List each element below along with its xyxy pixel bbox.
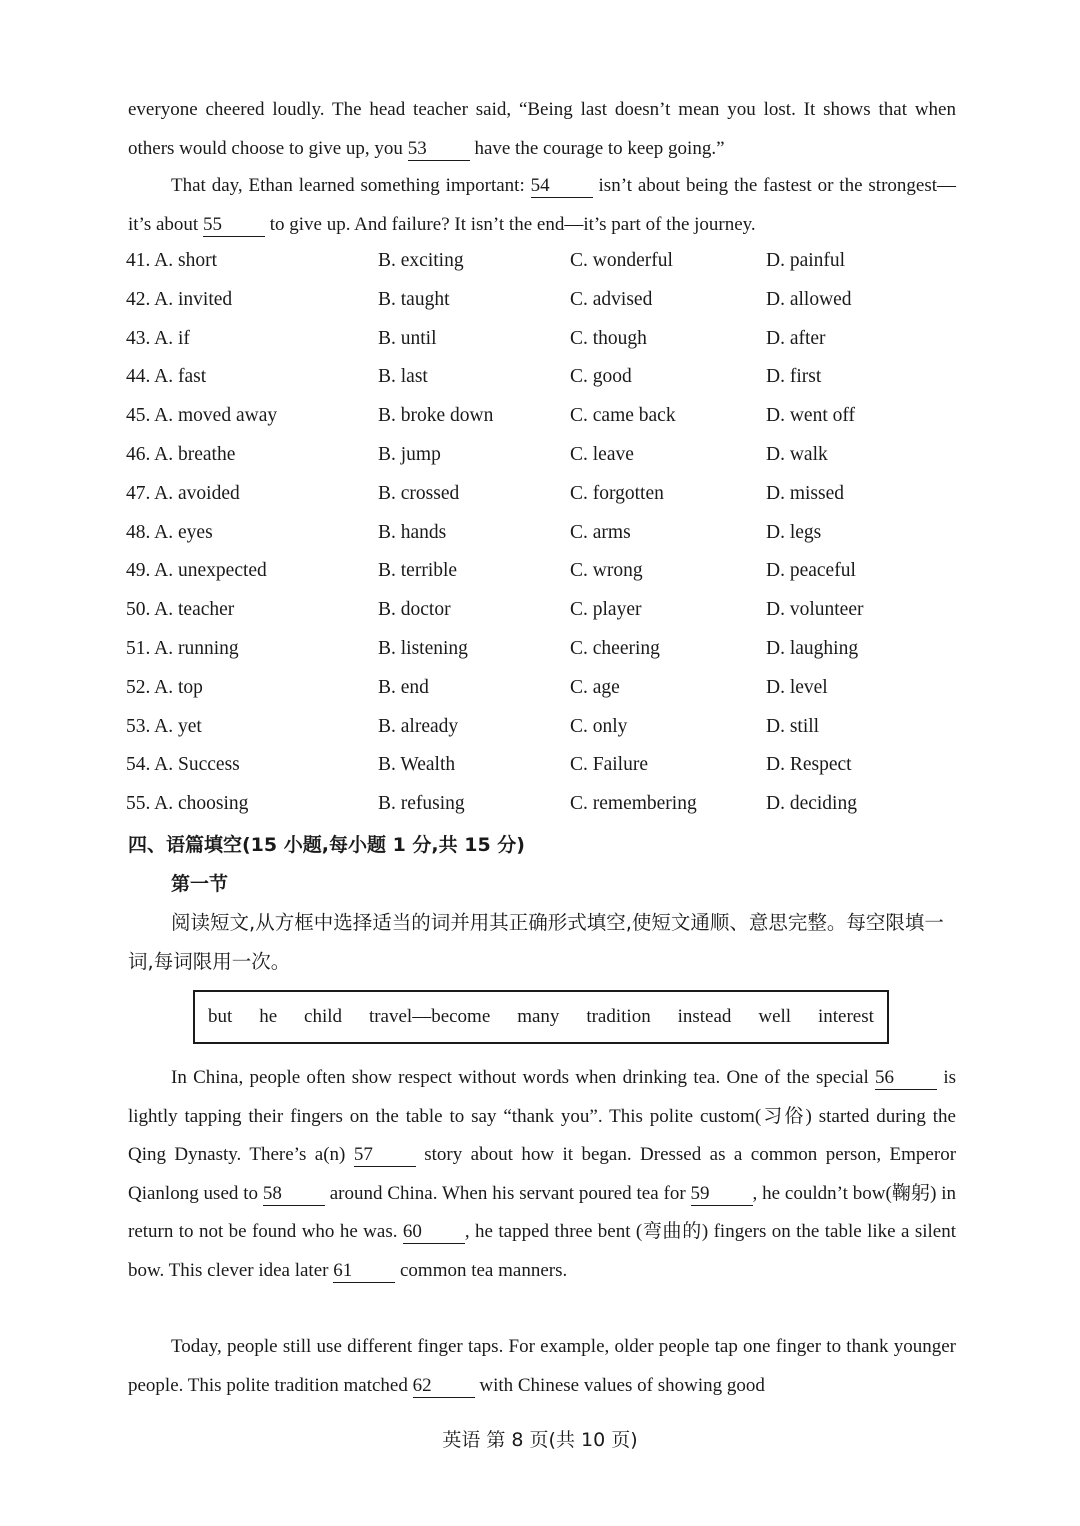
option-b: B. last — [378, 366, 428, 388]
option-c: C. arms — [570, 521, 631, 543]
option-d: D. level — [766, 676, 828, 698]
passage-text: have the courage to keep going.” — [474, 137, 725, 159]
option-c: C. cheering — [570, 637, 660, 659]
option-row — [126, 436, 956, 475]
word-box-item: child — [304, 1006, 343, 1027]
passage-text: Today, people still use different finger taps. For example, older people tap one finger to thank younger people. This polite tradition matched — [128, 1336, 956, 1396]
word-box-item: travel—become — [368, 1006, 491, 1027]
option-a: 55. A. choosing — [126, 793, 249, 815]
section-instruction: 阅读短文,从方框中选择适当的词并用其正确形式填空,使短文通顺、意思完整。每空限填一词,每词限用一次。 — [128, 911, 944, 973]
option-b: B. doctor — [378, 599, 451, 621]
option-row — [126, 320, 956, 359]
option-row — [126, 669, 956, 708]
option-a: 49. A. unexpected — [126, 560, 267, 582]
option-row — [126, 358, 956, 397]
option-c: C. leave — [570, 443, 634, 465]
word-box-item: tradition — [586, 1006, 651, 1027]
option-d: D. first — [766, 366, 822, 388]
blank-58: 58 — [263, 1183, 325, 1206]
section-title: 四、语篇填空(15 小题,每小题 1 分,共 15 分) — [128, 834, 525, 856]
blank-60: 60 — [403, 1221, 465, 1244]
passage-text: with Chinese values of showing good — [479, 1374, 765, 1396]
option-row — [126, 630, 956, 669]
option-c: C. player — [570, 599, 642, 621]
passage-text: story about how it began. Dressed as a common person, Emperor Qianlong used to — [128, 1144, 957, 1204]
passage-paragraph-conclusion — [128, 167, 956, 244]
option-b: B. broke down — [378, 405, 494, 427]
passage-text: In China, people often show respect without words when drinking tea. One of the special — [171, 1067, 869, 1088]
option-a: 41. A. short — [126, 250, 218, 271]
option-d: D. Respect — [766, 754, 852, 776]
option-row — [126, 475, 956, 514]
passage-text: everyone cheered loudly. The head teacher said, “Being last doesn’t mean you lost. It shows — [128, 99, 871, 120]
option-d: D. after — [766, 327, 826, 349]
option-c: C. though — [570, 327, 647, 349]
word-box-item: interest — [817, 1006, 874, 1027]
option-b: B. exciting — [378, 250, 464, 271]
blank-56: 56 — [875, 1067, 937, 1090]
option-b: B. hands — [378, 521, 447, 543]
option-row — [126, 397, 956, 436]
option-b: B. listening — [378, 637, 468, 659]
option-row — [126, 514, 956, 553]
option-d: D. missed — [766, 482, 844, 504]
option-row — [126, 746, 956, 785]
option-b: B. terrible — [378, 560, 458, 582]
option-c: C. age — [570, 676, 620, 698]
option-row — [126, 785, 956, 824]
option-a: 46. A. breathe — [126, 443, 236, 465]
blank-54: 54 — [531, 175, 593, 198]
option-d: D. laughing — [766, 637, 859, 659]
passage2-paragraph-2 — [128, 1328, 956, 1405]
option-d: D. volunteer — [766, 599, 864, 621]
section-subtitle: 第一节 — [171, 873, 229, 895]
option-c: C. only — [570, 715, 628, 737]
option-a: 52. A. top — [126, 676, 203, 698]
option-b: B. already — [378, 715, 459, 737]
passage-text: is lightly tapping their fingers on the table to say “thank you”. This polite custom(习俗) started during the Qing Dynasty. There’s a(n) — [128, 1067, 957, 1165]
passage-text: around China. When his servant poured tea for — [329, 1182, 686, 1204]
option-c: C. wrong — [570, 560, 643, 582]
option-d: D. legs — [766, 521, 822, 543]
option-d: D. deciding — [766, 793, 857, 815]
option-d: D. peaceful — [766, 560, 856, 582]
word-box-item: he — [259, 1006, 278, 1027]
option-a: 54. A. Success — [126, 754, 240, 776]
option-c: C. Failure — [570, 754, 648, 776]
option-d: D. painful — [766, 250, 846, 271]
blank-59: 59 — [691, 1183, 753, 1206]
passage-text: , he couldn’t bow(鞠躬) in return to not be found who he was. — [128, 1182, 957, 1242]
option-c: C. wonderful — [570, 250, 673, 271]
passage2-paragraph-1 — [128, 1059, 956, 1290]
option-b: B. Wealth — [378, 754, 456, 776]
option-row — [126, 281, 956, 320]
word-box-item: well — [758, 1006, 792, 1027]
option-b: B. refusing — [378, 793, 465, 815]
blank-62: 62 — [413, 1375, 475, 1398]
option-d: D. still — [766, 715, 820, 737]
passage-text: isn’t about being the fastest or the strongest—it’s about — [128, 175, 956, 235]
option-b: B. taught — [378, 288, 450, 310]
option-a: 43. A. if — [126, 327, 190, 349]
option-a: 45. A. moved away — [126, 405, 278, 427]
option-row — [126, 591, 956, 630]
option-b: B. until — [378, 327, 437, 349]
word-box — [193, 990, 889, 1044]
passage-text: to give up. And failure? It isn’t the end—it’s part of the journey. — [269, 213, 756, 235]
page-footer: 英语 第 8 页(共 10 页) — [442, 1429, 638, 1451]
passage-text: common tea manners. — [399, 1259, 568, 1281]
option-b: B. crossed — [378, 482, 460, 504]
option-row — [126, 242, 956, 281]
option-a: 47. A. avoided — [126, 482, 240, 504]
option-b: B. jump — [378, 443, 441, 465]
option-row — [126, 708, 956, 747]
word-box-item: many — [517, 1006, 560, 1027]
passage-paragraph-end — [128, 91, 956, 168]
option-a: 50. A. teacher — [126, 599, 235, 621]
blank-55: 55 — [203, 214, 265, 237]
option-d: D. allowed — [766, 288, 852, 310]
option-c: C. came back — [570, 405, 676, 427]
option-b: B. end — [378, 676, 429, 698]
option-c: C. forgotten — [570, 482, 664, 504]
blank-61: 61 — [333, 1260, 395, 1283]
option-a: 48. A. eyes — [126, 521, 213, 543]
passage-text: that when others would choose to give up, you — [128, 99, 956, 159]
passage-text: That day, Ethan learned something important: — [171, 175, 525, 196]
option-d: D. went off — [766, 405, 855, 427]
blank-53: 53 — [408, 138, 470, 161]
option-a: 44. A. fast — [126, 366, 207, 388]
word-box-item: but — [208, 1006, 233, 1027]
option-a: 53. A. yet — [126, 715, 202, 737]
word-box-item: instead — [677, 1006, 732, 1027]
blank-57: 57 — [354, 1144, 416, 1167]
option-row — [126, 552, 956, 591]
option-a: 51. A. running — [126, 637, 239, 659]
option-c: C. good — [570, 366, 632, 388]
answer-options — [126, 242, 956, 824]
option-d: D. walk — [766, 443, 828, 465]
passage-text: , he tapped three bent (弯曲的) fingers on the table like a silent bow. This clever idea later — [128, 1221, 956, 1281]
option-c: C. advised — [570, 288, 653, 310]
option-c: C. remembering — [570, 793, 697, 815]
option-a: 42. A. invited — [126, 288, 233, 310]
